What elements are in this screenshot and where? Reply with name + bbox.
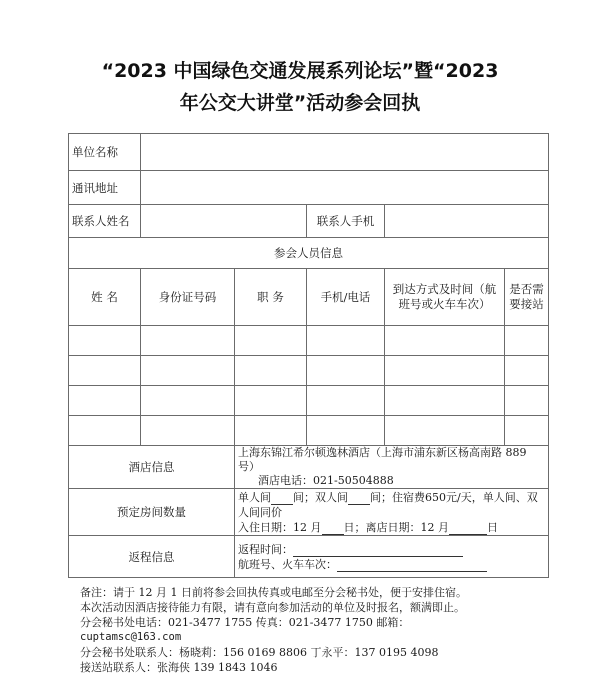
contact-name-label: 联系人姓名 [69,205,141,238]
room-label: 预定房间数量 [69,489,235,536]
attendee-id-cell[interactable] [141,416,235,446]
double-room-count-field[interactable] [348,493,370,505]
note-deadline: 备注：请于 12 月 1 日前将参会回执传真或电邮至分会秘书处，便于安排住宿。 [80,586,467,599]
col-arrival-header: 到达方式及时间（航班号或火车车次） [385,269,505,326]
attendee-phone-cell[interactable] [307,416,385,446]
registration-form-table [68,133,549,578]
attendee-arrival-cell[interactable] [385,356,505,386]
attendee-name-cell[interactable] [69,416,141,446]
return-time-field[interactable] [293,545,463,557]
return-train-label: 航班号、火车车次： [238,557,337,571]
attendees-section-row [69,238,549,269]
single-room-count-field[interactable] [271,493,293,505]
attendee-name-cell[interactable] [69,386,141,416]
attendee-name-cell[interactable] [69,356,141,386]
form-title-line1: “2023 中国绿色交通发展系列论坛”暨“2023 [101,60,499,82]
attendee-row [69,356,549,386]
checkout-label: 日；离店日期：12 月 [343,520,449,534]
form-title-line2: 年公交大讲堂”活动参会回执 [179,92,421,114]
address-label: 通讯地址 [69,171,141,205]
return-row [69,536,549,578]
room-info [235,489,549,536]
attendee-row [69,416,549,446]
checkin-day-field[interactable] [322,523,344,535]
attendee-id-cell[interactable] [141,386,235,416]
return-train-field[interactable] [337,560,487,572]
attendee-name-cell[interactable] [69,326,141,356]
unit-name-row [69,134,549,171]
return-info [235,536,549,578]
attendee-pickup-cell[interactable] [505,386,549,416]
hotel-row [69,446,549,489]
attendees-header-row [69,269,549,326]
note-capacity: 本次活动因酒店接待能力有限，请有意向参加活动的单位及时报名，额满即止。 [80,601,465,614]
room-price-text: 间；住宿费650元/天，单人间、双人间同价 [238,490,538,519]
note-secretariat-contacts: 分会秘书处联系人：杨晓莉：156 0169 8806 丁永平：137 0195 4098 [80,646,439,659]
attendees-section-title: 参会人员信息 [69,238,549,269]
attendee-id-cell[interactable] [141,356,235,386]
hotel-phone: 酒店电话：021-50504888 [258,474,394,487]
attendee-position-cell[interactable] [235,386,307,416]
col-id-header: 身份证号码 [141,269,235,326]
address-field[interactable] [141,171,549,205]
single-room-label: 单人间 [238,490,271,504]
attendee-pickup-cell[interactable] [505,416,549,446]
col-pickup-header: 是否需要接站 [505,269,549,326]
address-row [69,171,549,205]
contact-phone-label: 联系人手机 [307,205,385,238]
unit-name-field[interactable] [141,134,549,171]
attendee-arrival-cell[interactable] [385,416,505,446]
checkout-day-field[interactable] [449,523,487,535]
contact-row [69,205,549,238]
return-time-label: 返程时间： [238,542,293,556]
double-room-label: 间；双人间 [293,490,348,504]
checkout-day-suffix: 日 [487,520,498,534]
attendee-position-cell[interactable] [235,416,307,446]
attendee-position-cell[interactable] [235,356,307,386]
room-row [69,489,549,536]
notes-section [80,585,580,675]
note-pickup-contact: 接送站联系人：张海侠 139 1843 1046 [80,661,278,674]
attendee-phone-cell[interactable] [307,386,385,416]
return-label: 返程信息 [69,536,235,578]
attendee-row [69,386,549,416]
note-email: cuptamsc@163.com [80,631,182,643]
attendee-phone-cell[interactable] [307,356,385,386]
hotel-info [235,446,549,489]
hotel-label: 酒店信息 [69,446,235,489]
note-contact-phone: 分会秘书处电话：021-3477 1755 传真：021-3477 1750 邮箱： [80,616,410,629]
col-name-header: 姓 名 [69,269,141,326]
attendee-row [69,326,549,356]
attendee-position-cell[interactable] [235,326,307,356]
contact-phone-field[interactable] [385,205,549,238]
attendee-pickup-cell[interactable] [505,356,549,386]
hotel-name-address: 上海东锦江希尔顿逸林酒店（上海市浦东新区杨高南路 889 号） [238,446,527,473]
col-phone-header: 手机/电话 [307,269,385,326]
attendee-id-cell[interactable] [141,326,235,356]
attendee-phone-cell[interactable] [307,326,385,356]
attendee-arrival-cell[interactable] [385,326,505,356]
col-position-header: 职 务 [235,269,307,326]
unit-name-label: 单位名称 [69,134,141,171]
checkin-label: 入住日期：12 月 [238,520,322,534]
contact-name-field[interactable] [141,205,307,238]
attendee-arrival-cell[interactable] [385,386,505,416]
attendee-pickup-cell[interactable] [505,326,549,356]
